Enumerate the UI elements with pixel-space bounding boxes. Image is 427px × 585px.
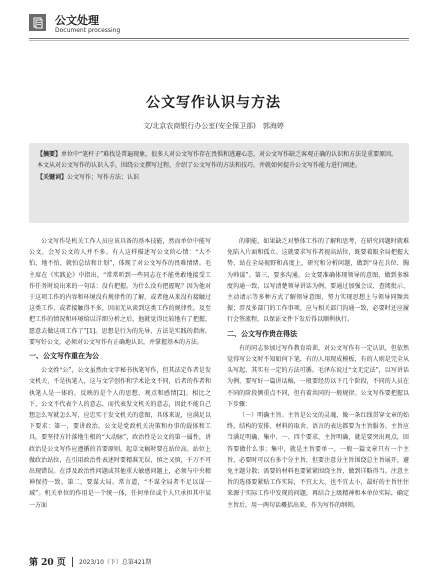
keywords-text: 公文写作；写作方法；认识 — [67, 174, 140, 181]
header-divider — [29, 38, 409, 39]
article-byline: 文/北京农商银行办公室(安全保卫部) 郭海婷 — [143, 122, 284, 130]
continued-paragraph: 的职能，如果缺乏对整体工作的了解和思考，在研究问题时就难免陷入片面和孤立。这就要求写作者视高站位，既要着眼全局把握大势，站在全局视野和高度上，研究和分析问题，做到“身在兵位，胸为帅谋”。第三，要多沟通。公文要准确体现领导的意图，做到多维度沟通一致，以写清楚领导讲话为例，要通过加强会议、查阅批示、主动请示等多种方式了解领导意图，努力实现思想上与领导同频共振；涉及多部门的工作事项，应与相关部门沟通一致，必要时还应履行会签流程，以保证文件下发后得以顺利执行。 — [227, 238, 409, 324]
page-footer — [29, 555, 409, 571]
section-1-paragraph: 公文姓“公”，公文虽然由文字秘书执笔写作，但其法定作者是发文机关，不是执笔人，这与文学创作和学术论文不同，后者的作者和执笔人是一体的，反映的是个人的思想、观点和感情[2]。相比之下，公文不代表个人的意志，而代表发文机关的意志，因此不能自己想怎么写就怎么写，应忠实于发文机关的意图，具体来说，应满足以下要求：第一，要讲政治。公文是党政机关决策和办事的载体和工具，要坚持方针落地生根的“大动脉”，政治性是公文的第一属性，讲政治是公文写作应遵循的首要原则。起草文稿时要在站位高、站位上做政治站位，在引用政治性表述时要精准无误，慎之又慎，千万不可出现错误。在涉及政治性问题或其他重大敏感问题上，必须与中央精神保持一致。第二，要谋大局。常言道，“不谋全局者不足以谋一域”。机关单位的作用是一个统一体，任何单位或个人只承担其中某一方面 — [29, 367, 211, 509]
footer-separator — [72, 557, 73, 567]
intro-paragraph: 公文写作是机关工作人员应该具备的基本技能，然而单位中能写公文、会写公文的人并不多。有人这样描述写公文的心情：“大不怕、地不怕，就怕总结和计划”，体现了对公文写作的畏难情绪。毛主席在《实践论》中指出，“常常听到一些同志在不能勇敢地接受工作任务时说出来的一句话：没有把握。为什么没有把握呢？因为他对于这项工作的内容和环境没有规律性的了解，或者他从来没有接触过这类工作，或者接触得不多，因而无从谈到这类工作的规律性。及至把工作的情况和环境给以详细分析之后，他就觉得比较地有了把握，愿意去做这项工作了”[1]。思想是行为的先导，方法是实践的指南。要写好公文，必须对公文写作有正确地认识，并掌握基本的方法。 — [29, 238, 211, 346]
abstract-text-block — [37, 149, 401, 171]
left-column — [29, 236, 211, 511]
section-2-paragraph: 有的同志参加过写作教育培训，对公文写作有一定认识，但依然觉得写公文时不知如何下笔，有的人用现成模板，有的人则是完全从头写起，其实有一定的方法可循。毛泽东说过“文无定法”，以写讲话为例，要写好一篇讲话稿，一般要经历以下几个阶段，不同的人员在不同的阶段侧重点不同，但有着共同的一般规律。公文写作要把握以下步骤： — [227, 344, 409, 408]
page-number: 第 20 页 — [29, 558, 66, 568]
abstract-box — [29, 143, 409, 223]
section-subtitle: Document processing — [55, 27, 121, 34]
issue-info: 2023/10（下）总第421期 — [79, 559, 152, 566]
section-heading-2: 二、公文写作贵在得法 — [227, 329, 297, 338]
article-title: 公文写作认识与方法 — [146, 95, 281, 111]
document-stack-icon — [29, 14, 46, 31]
keywords-label: 【关键词】 — [37, 174, 68, 181]
section-heading-1: 一、公文写作重在为公 — [29, 352, 99, 361]
abstract-label: 【摘要】 — [37, 151, 62, 158]
right-column — [227, 236, 409, 511]
header-divider-secondary — [29, 40, 409, 41]
abstract-text: 单位中“笔杆子”难找是普遍现象，很多人对公文写作存在畏惧和逃避心态，对公文写作缺乏客观正确的认识和方法是重要原因。本文从对公文写作的认识入手，围绕公文撰写过程，介绍了公文写作的方法和技巧，并就如何提升公文写作能力进行阐述。 — [37, 151, 398, 169]
section-2-subsection-1: （一）明确主旨。主旨是公文的灵魂，像一条红线贯穿文章的始终，结构的安排、材料的取舍、语言的表达都要为主旨服务。主旨应当满足明确、集中、一、四个要求，主旨明确，就是要突出观点，回答要做什么事；集中，就是主旨要单一，一般一篇文章只有一个主旨，必要时可以有多个分主旨，但要注意分主旨围绕总主旨展开，避免主题分散；需要的材料也要紧紧围绕主旨，做到详略得当。注意主旨的选择要紧贴工作实际，不宜太大，也不宜太小，最好的主旨往往来源于实际工作中发现的问题，再结合上级精神和本单位实际，确定主旨后，用一两句话概括出来，作为写作的纲领。 — [227, 412, 409, 509]
keywords-line — [37, 172, 401, 183]
section-title: 公文处理 — [55, 14, 99, 27]
